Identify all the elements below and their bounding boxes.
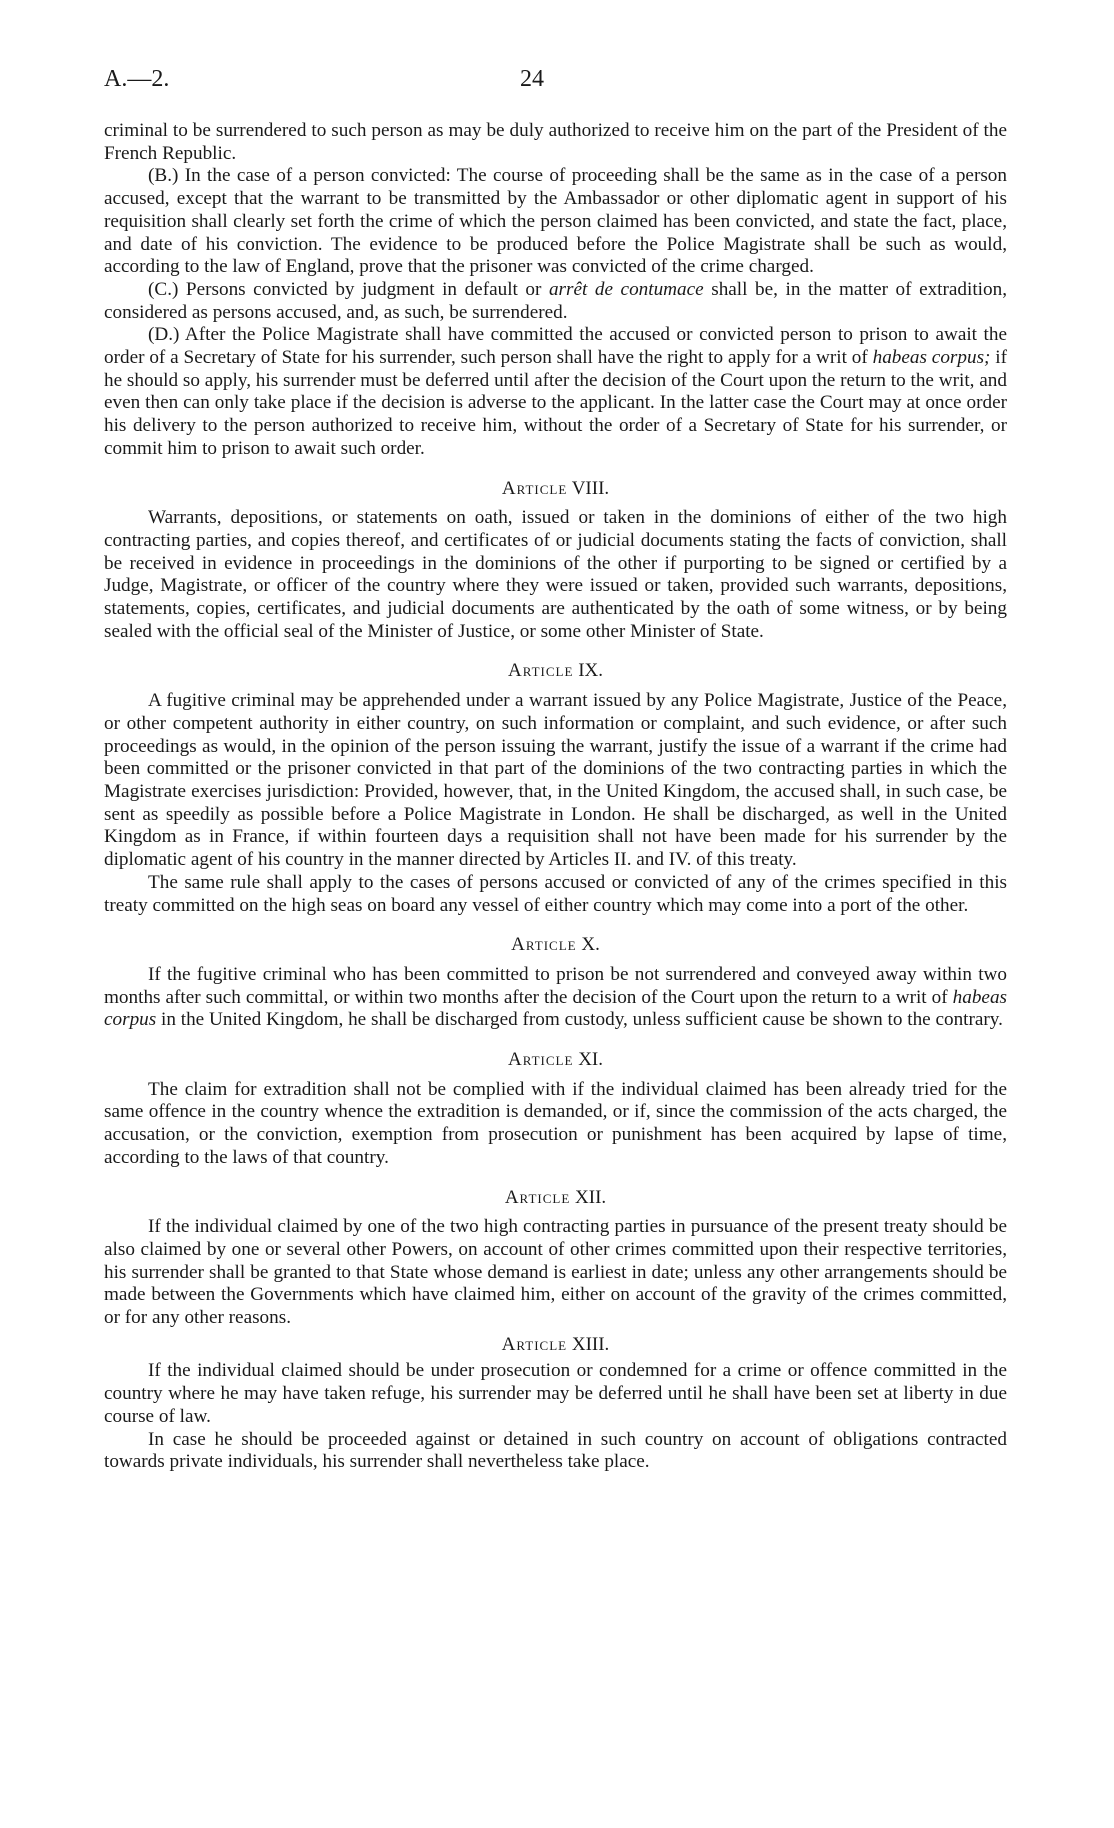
- article-word: Article: [501, 1333, 568, 1355]
- paragraph: [104, 964, 1007, 1032]
- article-number: XII.: [575, 1186, 607, 1208]
- article-heading: [104, 1049, 1007, 1072]
- article-viii: [104, 478, 1007, 644]
- article-heading: [104, 1187, 1007, 1210]
- italic-phrase: habeas corpus: [104, 986, 1007, 1031]
- text-run: criminal to be surrendered to such person as may be duly authorized to receive him on the part of the President of the French Republic.: [104, 120, 1007, 164]
- article-heading: [104, 660, 1007, 683]
- page-number: 24: [520, 66, 544, 92]
- paragraph: [104, 279, 1007, 324]
- article-heading: [104, 478, 1007, 501]
- paragraph: [104, 1079, 1007, 1170]
- italic-phrase: arrêt de contumace: [548, 278, 704, 300]
- text-run: (D.) After the Police Magistrate shall have committed the accused or convicted person to prison to await the order of a Secretary of State for his surrender, such person shall have the right to apply for a writ of: [104, 324, 1007, 369]
- article-word: Article: [508, 660, 574, 682]
- article-number: X.: [581, 934, 600, 956]
- text-run: A fugitive criminal may be apprehended under a warrant issued by any Police Magistrate, Justice of the Peace, or other competent authority in either country, on such information or complaint, and such evidence, or after such proceedings as would, in the opinion of the person issuing the warrant, justify the issue of a warrant if the crime had been committed or the prisoner convicted in that part of the dominions of the two contracting parties in which the Magistrate exercises jurisdiction: Provided, however, that, in the United Kingdom, the accused shall, in such case, be sent as speedily as possible before a Police Magistrate in London. He shall be discharged, as well in the United Kingdom as in France, if within fourteen days a requisition shall not have been made for his surrender by the diplomatic agent of his country in the manner directed by Articles II. and IV. of this treaty.: [104, 690, 1007, 871]
- text-run: if he should so apply, his surrender must be deferred until after the decision of the Court upon the return to the writ, and even then can only take place if the decision is adverse to the applicant. In the latter case the Court may at once order his delivery to the person authorized to receive him, without the order of a Secretary of State for his surrender, or commit him to prison to await such order.: [104, 347, 1007, 459]
- article-xii: [104, 1187, 1007, 1330]
- article-number: XIII.: [571, 1333, 610, 1355]
- article-ix: [104, 660, 1007, 917]
- article-number: XI.: [578, 1049, 603, 1071]
- article-word: Article: [501, 477, 568, 499]
- paragraph: [104, 1360, 1007, 1428]
- article-xi: [104, 1049, 1007, 1170]
- paragraph: [104, 324, 1007, 460]
- text-run: The same rule shall apply to the cases of persons accused or convicted of any of the crimes specified in this treaty committed on the high seas on board any vessel of either country which may come into a port of the other.: [104, 871, 1007, 916]
- text-run: (C.) Persons convicted by judgment in default or: [148, 278, 549, 300]
- document-body: [104, 120, 1007, 1474]
- continued-section: [104, 120, 1007, 461]
- paragraph: [104, 690, 1007, 872]
- paragraph: [104, 165, 1007, 279]
- document-code: A.—2.: [104, 66, 170, 92]
- paragraph: [104, 1429, 1007, 1474]
- text-run: The claim for extradition shall not be complied with if the individual claimed has been already tried for the same offence in the country whence the extradition is demanded, or if, since the commission of the acts charged, the accusation, or the conviction, exemption from prosecution or punishment has been acquired by lapse of time, according to the laws of that country.: [104, 1078, 1007, 1168]
- text-run: In case he should be proceeded against or detained in such country on account of obligations contracted towards private individuals, his surrender shall nevertheless take place.: [104, 1428, 1007, 1473]
- paragraph: [104, 872, 1007, 917]
- paragraph: [104, 1216, 1007, 1330]
- article-heading: [104, 934, 1007, 957]
- text-run: shall be, in the matter of extradition, considered as persons accused, and, as such, be surrendered.: [104, 278, 1007, 323]
- text-run: If the fugitive criminal who has been committed to prison be not surrendered and conveyed away within two months after such committal, or within two months after the decision of the Court upon the return to a writ of: [104, 963, 1007, 1008]
- text-run: (B.) In the case of a person convicted: The course of proceeding shall be the same as in the case of a person accused, except that the warrant to be transmitted by the Ambassador or other diplomatic agent in support of his requisition shall clearly set forth the crime of which the person claimed has been convicted, and state the fact, place, and date of his conviction. The evidence to be produced before the Police Magistrate shall be such as would, according to the law of England, prove that the prisoner was convicted of the crime charged.: [104, 165, 1007, 278]
- article-word: Article: [508, 1049, 574, 1071]
- article-number: IX.: [578, 660, 603, 682]
- article-heading: [104, 1334, 1007, 1357]
- text-run: If the individual claimed should be under prosecution or condemned for a crime or offence committed in the country where he may have taken refuge, his surrender may be deferred until he shall have been set at liberty in due course of law.: [104, 1360, 1007, 1427]
- article-x: [104, 934, 1007, 1032]
- article-number: VIII.: [571, 477, 610, 499]
- article-word: Article: [504, 1186, 571, 1208]
- text-run: If the individual claimed by one of the two high contracting parties in pursuance of the present treaty should be also claimed by one or several other Powers, on account of other crimes committed upon their respective territories, his surrender shall be granted to that State whose demand is earliest in date; unless any other arrangements should be made between the Governments which have claimed him, either on account of the gravity of the crimes committed, or for any other reasons.: [104, 1216, 1007, 1329]
- paragraph: [104, 120, 1007, 165]
- text-run: Warrants, depositions, or statements on oath, issued or taken in the dominions of either of the two high contracting parties, and copies thereof, and certificates of or judicial documents stating the facts of conviction, shall be received in evidence in proceedings in the dominions of the other if purporting to be signed or certified by a Judge, Magistrate, or officer of the country where they were issued or taken, provided such warrants, depositions, statements, copies, certificates, and judicial documents are authenticated by the oath of some witness, or by being sealed with the official seal of the Minister of Justice, or some other Minister of State.: [104, 507, 1007, 642]
- text-run: in the United Kingdom, he shall be discharged from custody, unless sufficient cause be shown to the contrary.: [156, 1009, 1003, 1031]
- article-xiii: [104, 1334, 1007, 1474]
- paragraph: [104, 507, 1007, 643]
- article-word: Article: [511, 934, 577, 956]
- italic-phrase: habeas corpus;: [872, 347, 991, 369]
